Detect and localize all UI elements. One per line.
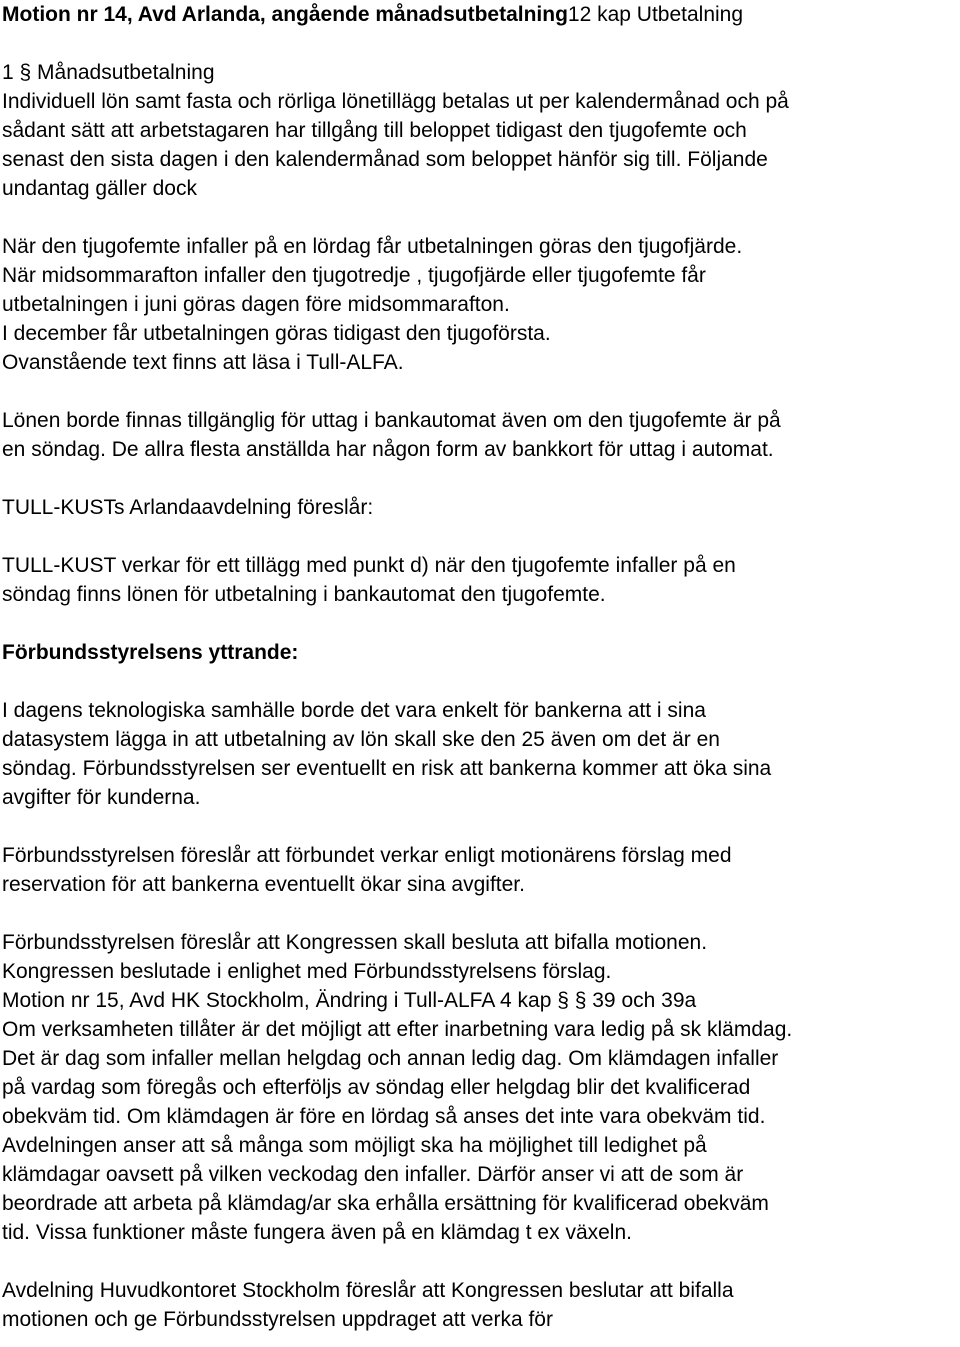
- paragraph-line: söndag finns lönen för utbetalning i bankautomat den tjugofemte.: [2, 583, 606, 606]
- paragraph-line: Om verksamheten tillåter är det möjligt att efter inarbetning vara ledig på sk klämdag.: [2, 1018, 793, 1041]
- title-rest: 12 kap Utbetalning: [567, 3, 744, 26]
- paragraph-line: Lönen borde finnas tillgänglig för uttag i bankautomat även om den tjugofemte är på: [2, 409, 781, 432]
- paragraph-line: Ovanstående text finns att läsa i Tull-ALFA.: [2, 351, 404, 374]
- paragraph-2: [2, 232, 958, 377]
- paragraph-line: datasystem lägga in att utbetalning av lön skall ske den 25 även om det är en: [2, 728, 720, 751]
- paragraph-line: obekväm tid. Om klämdagen är före en lördag så anses det inte vara obekväm tid.: [2, 1105, 766, 1128]
- paragraph-line: När den tjugofemte infaller på en lördag får utbetalningen göras den tjugofjärde.: [2, 235, 743, 258]
- paragraph-line: avgifter för kunderna.: [2, 786, 201, 809]
- document-page: [2, 0, 958, 1334]
- paragraph-line: på vardag som föregås och efterföljs av söndag eller helgdag blir det kvalificerad: [2, 1076, 751, 1099]
- paragraph-line: söndag. Förbundsstyrelsen ser eventuellt en risk att bankerna kommer att öka sina: [2, 757, 772, 780]
- paragraph-4: [2, 493, 958, 522]
- paragraph-line: undantag gäller dock: [2, 177, 197, 200]
- paragraph-line: Avdelning Huvudkontoret Stockholm föreslår att Kongressen beslutar att bifalla: [2, 1279, 734, 1302]
- paragraph-line: Det är dag som infaller mellan helgdag och annan ledig dag. Om klämdagen infaller: [2, 1047, 779, 1070]
- paragraph-line: sådant sätt att arbetstagaren har tillgång till beloppet tidigast den tjugofemte och: [2, 119, 747, 142]
- title-bold: Motion nr 14, Avd Arlanda, angående månadsutbetalning: [2, 3, 568, 26]
- section-heading: 1 § Månadsutbetalning: [2, 61, 215, 84]
- paragraph-line: Individuell lön samt fasta och rörliga lönetillägg betalas ut per kalendermånad och på: [2, 90, 789, 113]
- document-title: [2, 0, 958, 29]
- paragraph-line: en söndag. De allra flesta anställda har någon form av bankkort för uttag i automat.: [2, 438, 774, 461]
- paragraph-line: När midsommarafton infaller den tjugotredje , tjugofjärde eller tjugofemte får: [2, 264, 706, 287]
- paragraph-line: Förbundsstyrelsen föreslår att Kongressen skall besluta att bifalla motionen.: [2, 931, 708, 954]
- paragraph-line: motionen och ge Förbundsstyrelsen uppdraget att verka för: [2, 1308, 553, 1331]
- paragraph-line: TULL-KUST verkar för ett tillägg med punkt d) när den tjugofemte infaller på en: [2, 554, 736, 577]
- paragraph-line: Motion nr 15, Avd HK Stockholm, Ändring i Tull-ALFA 4 kap § § 39 och 39a: [2, 989, 697, 1012]
- paragraph-3: [2, 406, 958, 464]
- paragraph-1: [2, 87, 958, 203]
- paragraph-line: klämdagar oavsett på vilken veckodag den infaller. Därför anser vi att de som är: [2, 1163, 744, 1186]
- paragraph-line: Avdelningen anser att så många som möjligt ska ha möjlighet till ledighet på: [2, 1134, 707, 1157]
- paragraph-5: [2, 551, 958, 609]
- paragraph-line: Förbundsstyrelsen föreslår att förbundet verkar enligt motionärens förslag med: [2, 844, 732, 867]
- paragraph-line: I dagens teknologiska samhälle borde det vara enkelt för bankerna att i sina: [2, 699, 706, 722]
- paragraph-line: Kongressen beslutade i enlighet med Förbundsstyrelsens förslag.: [2, 960, 612, 983]
- paragraph-line: senast den sista dagen i den kalendermånad som beloppet hänför sig till. Följande: [2, 148, 768, 171]
- paragraph-line: reservation för att bankerna eventuellt ökar sina avgifter.: [2, 873, 525, 896]
- paragraph-line: TULL-KUSTs Arlandaavdelning föreslår:: [2, 496, 374, 519]
- paragraph-line: utbetalningen i juni göras dagen före midsommarafton.: [2, 293, 510, 316]
- paragraph-line: beordrade att arbeta på klämdag/ar ska erhålla ersättning för kvalificerad obekväm: [2, 1192, 769, 1215]
- paragraph-9: [2, 1276, 958, 1334]
- section-heading-yttrande: Förbundsstyrelsens yttrande:: [2, 641, 299, 664]
- paragraph-7: [2, 841, 958, 899]
- paragraph-6: [2, 696, 958, 812]
- paragraph-8: [2, 928, 958, 1247]
- paragraph-line: tid. Vissa funktioner måste fungera även på en klämdag t ex växeln.: [2, 1221, 632, 1244]
- paragraph-line: I december får utbetalningen göras tidigast den tjugoförsta.: [2, 322, 551, 345]
